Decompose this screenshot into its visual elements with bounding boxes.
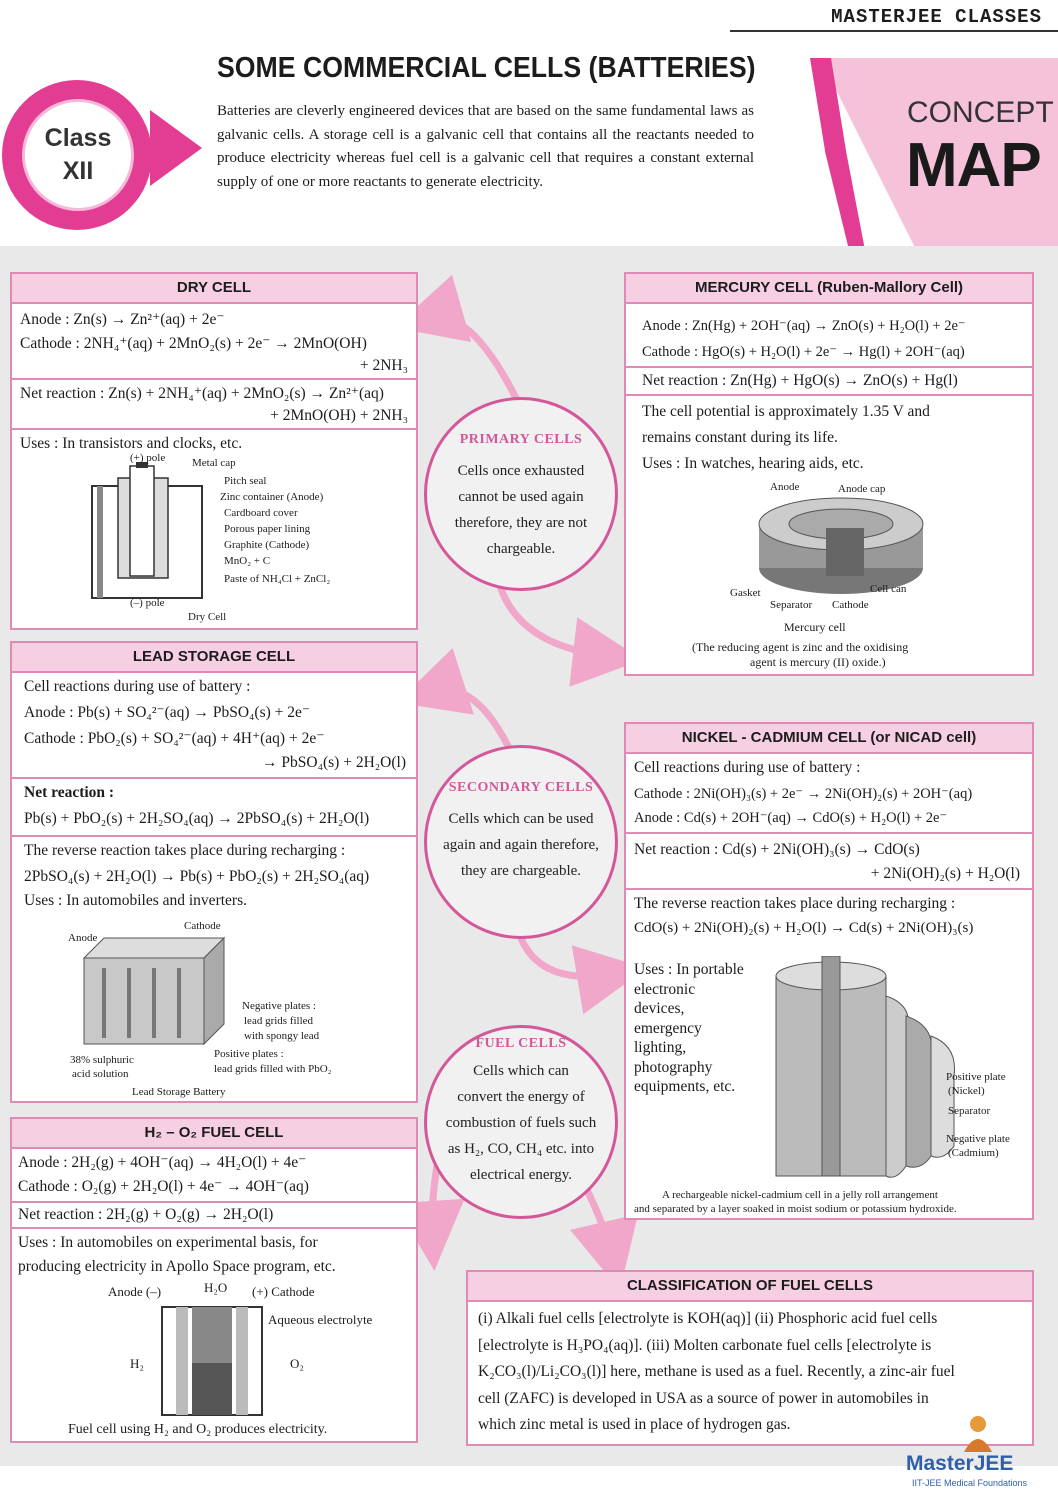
badge-pointer (150, 110, 202, 186)
dry-cell-label-paste: Paste of NH₄Cl + ZnCl₂ (224, 573, 331, 585)
fuel-cells-circle (424, 1025, 618, 1219)
nicad-label-nickel: (Nickel) (948, 1085, 985, 1097)
lead-cell-anode: Anode : Pb(s) + SO₄²⁻(aq) → PbSO₄(s) + 2e⁻ (24, 704, 311, 721)
fuel-cell-title: H₂ – O₂ FUEL CELL (12, 1119, 416, 1149)
primary-cells-text (437, 458, 605, 562)
dry-cell-cathode-cont: + 2NH₃ (359, 357, 408, 374)
mercury-cell-potential-cont: remains constant during its life. (642, 429, 838, 446)
classification-line-1: (i) Alkali fuel cells [electrolyte is KOH(aq)] (ii) Phosphoric acid fuel cells (478, 1310, 938, 1327)
mercury-cell-note-cont: agent is mercury (II) oxide.) (750, 655, 886, 669)
fuel-label-o2: O₂ (290, 1356, 304, 1371)
dry-cell-net-reaction: Net reaction : Zn(s) + 2NH₄⁺(aq) + 2MnO₂(s) → Zn²⁺(aq) (20, 385, 384, 402)
fuel-line-2: convert the energy of (457, 1089, 585, 1105)
nicad-cell-reverse-eq: CdO(s) + 2Ni(OH)₂(s) + H₂O(l) → Cd(s) + 2Ni(OH)₃(s) (634, 920, 974, 936)
mercury-label-cathode: Cathode (832, 599, 869, 611)
dry-cell-label-cardboard: Cardboard cover (224, 507, 298, 519)
masterjee-mascot-icon (958, 1412, 998, 1454)
dry-cell-caption: Dry Cell (188, 611, 227, 623)
footer-tagline: IIT-JEE Medical Foundations (912, 1478, 1028, 1488)
classification-line-2: [electrolyte is H₃PO₄(aq)]. (iii) Molten carbonate fuel cells [electrolyte is (478, 1336, 932, 1354)
footer-logo: MasterJEE (906, 1452, 1014, 1475)
fuel-cell-reactions (12, 1149, 416, 1203)
classification-line-4: cell (ZAFC) is developed in USA as a source of power in automobiles in (478, 1389, 929, 1407)
primary-cells-title: PRIMARY CELLS (459, 432, 583, 447)
primary-line-1: Cells once exhausted (457, 463, 585, 479)
fuel-cell-cathode: Cathode : O₂(g) + 2H₂O(l) + 4e⁻ → 4OH⁻(aq) (18, 1178, 309, 1195)
mercury-cell-anode: Anode : Zn(Hg) + 2OH⁻(aq) → ZnO(s) + H₂O(l) + 2e⁻ (642, 318, 966, 334)
dry-cell-reactions (12, 304, 416, 380)
nicad-uses-5: lighting, (634, 1039, 687, 1056)
page-title: SOME COMMERCIAL CELLS (BATTERIES) (217, 52, 756, 84)
primary-line-4: chargeable. (486, 541, 556, 557)
dry-cell-box (10, 272, 418, 630)
lead-label-anode: Anode (68, 932, 98, 944)
nicad-uses-7: equipments, etc. (634, 1078, 736, 1095)
nicad-cell-cathode: Cathode : 2Ni(OH)₃(s) + 2e⁻ → 2Ni(OH)₂(s) + 2OH⁻(aq) (634, 786, 973, 802)
lead-cell-box (10, 641, 418, 1103)
mercury-cell-box (624, 272, 1034, 676)
class-label (22, 99, 134, 211)
fuel-cell-net-reaction: Net reaction : 2H₂(g) + O₂(g) → 2H₂O(l) (18, 1206, 274, 1223)
dry-cell-label-pos-pole: (+) pole (130, 452, 166, 464)
mercury-cell-title: MERCURY CELL (Ruben-Mallory Cell) (626, 274, 1032, 304)
classification-line-3: K₂CO₃(l)/Li₂CO₃(l)] here, methane is used as a fuel. Recently, a zinc-air fuel (478, 1363, 955, 1380)
nicad-cell-net-cont: + 2Ni(OH)₂(s) + H₂O(l) (870, 865, 1020, 882)
header-rule (730, 30, 1058, 32)
nicad-cell-intro: Cell reactions during use of battery : (634, 759, 861, 776)
fuel-cell-box (10, 1117, 418, 1443)
mercury-cell-potential: The cell potential is approximately 1.35 V and (642, 403, 930, 420)
nicad-cell-net-reaction: Net reaction : Cd(s) + 2Ni(OH)₃(s) → CdO(s) (634, 841, 920, 858)
nicad-cell-anode: Anode : Cd(s) + 2OH⁻(aq) → CdO(s) + H₂O(l) + 2e⁻ (634, 810, 948, 826)
nicad-cell-uses (634, 960, 744, 1097)
fuel-cell-anode: Anode : 2H₂(g) + 4OH⁻(aq) → 4H₂O(l) + 4e⁻ (18, 1154, 307, 1171)
nicad-cell-caption-cont: and separated by a layer soaked in moist sodium or potassium hydroxide. (634, 1203, 957, 1215)
primary-cells-circle (424, 397, 618, 591)
dry-cell-anode: Anode : Zn(s) → Zn²⁺(aq) + 2e⁻ (20, 311, 225, 328)
map-word: MAP (906, 131, 1041, 200)
mercury-cell-note: (The reducing agent is zinc and the oxidising (692, 640, 909, 654)
secondary-line-3: they are chargeable. (460, 863, 582, 879)
nicad-cell-net (626, 834, 1032, 890)
fuel-cell-caption: Fuel cell using H₂ and O₂ produces electricity. (68, 1422, 328, 1437)
fuel-label-anode: Anode (–) (108, 1284, 162, 1299)
nicad-cell-reactions (626, 754, 1032, 834)
lead-cell-title: LEAD STORAGE CELL (12, 643, 416, 673)
fuel-cell-net (12, 1203, 416, 1229)
fuel-line-4: as H₂, CO, CH₄ etc. into (447, 1141, 595, 1157)
dry-cell-label-metal-cap: Metal cap (192, 457, 236, 469)
mercury-label-separator: Separator (770, 599, 813, 611)
fuel-cells-title: FUEL CELLS (475, 1036, 567, 1051)
dry-cell-label-pitch-seal: Pitch seal (224, 475, 267, 487)
lead-label-neg-3: with spongy lead (244, 1030, 320, 1042)
nicad-uses-4: emergency (634, 1019, 702, 1037)
fuel-label-h2: H₂ (130, 1356, 144, 1371)
brand-header: MASTERJEE CLASSES (831, 6, 1042, 28)
lead-label-cathode: Cathode (184, 920, 221, 932)
lead-cell-cathode-cont: → PbSO₄(s) + 2H₂O(l) (262, 754, 406, 771)
nicad-uses-6: photography (634, 1058, 713, 1076)
class-word: Class (44, 124, 112, 152)
concept-word: CONCEPT (907, 96, 1054, 129)
arrow-fuel-to-classification (585, 1186, 612, 1256)
arrow-primary-to-dry (428, 317, 518, 402)
lead-cell-reverse: The reverse reaction takes place during recharging : (24, 842, 346, 859)
dry-cell-label-paper: Porous paper lining (224, 523, 311, 535)
dry-cell-uses: Uses : In transistors and clocks, etc. (20, 435, 243, 452)
lead-cell-diagram (74, 928, 234, 1048)
classification-text (478, 1306, 955, 1439)
lead-label-neg-2: lead grids filled (244, 1015, 314, 1027)
lead-cell-reactions (12, 673, 416, 779)
nicad-uses-2: electronic (634, 980, 696, 998)
classification-line-5: which zinc metal is used in place of hydrogen gas. (478, 1416, 791, 1433)
secondary-line-2: again and again therefore, (443, 837, 599, 853)
fuel-cells-text (437, 1058, 605, 1188)
dry-cell-label-graphite: Graphite (Cathode) (224, 539, 310, 551)
mercury-label-anode: Anode (770, 481, 800, 493)
classification-title: CLASSIFICATION OF FUEL CELLS (468, 1272, 1032, 1302)
fuel-line-5: electrical energy. (469, 1167, 573, 1183)
primary-line-3: therefore, they are not (454, 515, 588, 531)
secondary-cells-text (437, 806, 605, 884)
nicad-label-cadmium: (Cadmium) (948, 1147, 999, 1159)
mercury-cell-reactions (626, 304, 1032, 368)
fuel-label-cathode: (+) Cathode (252, 1284, 315, 1299)
lead-cell-uses: Uses : In automobiles and inverters. (24, 892, 247, 909)
dry-cell-label-neg-pole: (–) pole (130, 597, 165, 609)
lead-cell-net-reaction: Pb(s) + PbO₂(s) + 2H₂SO₄(aq) → 2PbSO₄(s) + 2H₂O(l) (24, 810, 370, 827)
nicad-cell-caption: A rechargeable nickel-cadmium cell in a jelly roll arrangement (662, 1189, 938, 1201)
secondary-cells-title: SECONDARY CELLS (448, 780, 594, 795)
mercury-cell-uses: Uses : In watches, hearing aids, etc. (642, 455, 864, 472)
fuel-cell-uses: Uses : In automobiles on experimental basis, for (18, 1234, 318, 1251)
class-number: XII (62, 157, 94, 185)
lead-cell-cathode: Cathode : PbO₂(s) + SO₄²⁻(aq) + 4H⁺(aq) + 2e⁻ (24, 730, 325, 747)
mercury-cell-net-reaction: Net reaction : Zn(Hg) + HgO(s) → ZnO(s) + Hg(l) (642, 372, 958, 389)
dry-cell-cathode: Cathode : 2NH₄⁺(aq) + 2MnO₂(s) + 2e⁻ → 2MnO(OH) (20, 335, 367, 352)
fuel-label-water: H₂O (204, 1280, 228, 1295)
lead-label-pos-1: Positive plates : (214, 1048, 284, 1060)
nicad-cell-title: NICKEL - CADMIUM CELL (or NICAD cell) (626, 724, 1032, 754)
intro-paragraph: Batteries are cleverly engineered devices that are based on the same fundamental laws as galvanic cells. A storage cell is a galvanic cell that contains all the reactants needed to produce electricity whereas fuel cell is a galvanic cell that requires a constant external supply of one or more reactants to generate electricity. (217, 103, 754, 190)
mercury-label-gasket: Gasket (730, 587, 761, 599)
lead-cell-reverse-eq: 2PbSO₄(s) + 2H₂O(l) → Pb(s) + PbO₂(s) + 2H₂SO₄(aq) (24, 868, 370, 885)
arrow-secondary-to-nicad (520, 936, 612, 976)
mercury-cell-caption: Mercury cell (784, 620, 846, 634)
mercury-cell-net (626, 368, 1032, 396)
secondary-line-1: Cells which can be used (448, 811, 594, 827)
mercury-cell-diagram (746, 488, 936, 598)
dry-cell-net-cont: + 2MnO(OH) + 2NH₃ (270, 407, 408, 424)
fuel-label-electrolyte: Aqueous electrolyte (268, 1312, 373, 1327)
fuel-line-1: Cells which can (473, 1063, 569, 1079)
mercury-label-cell-can: Cell can (870, 583, 907, 595)
dry-cell-label-zinc: Zinc container (Anode) (220, 491, 324, 503)
dry-cell-label-mno2: MnO₂ + C (224, 555, 271, 567)
secondary-cells-circle (424, 745, 618, 939)
mercury-label-anode-cap: Anode cap (838, 483, 886, 495)
lead-label-pos-2: lead grids filled with PbO₂ (214, 1063, 332, 1075)
nicad-uses-3: devices, (634, 1000, 685, 1017)
primary-line-2: cannot be used again (458, 489, 584, 505)
nicad-label-negative: Negative plate (946, 1133, 1010, 1145)
lead-cell-caption: Lead Storage Battery (132, 1086, 226, 1098)
dry-cell-net (12, 380, 416, 430)
nicad-label-separator: Separator (948, 1105, 991, 1117)
dry-cell-diagram (82, 458, 212, 608)
nicad-cell-diagram (766, 956, 966, 1188)
classification-box (466, 1270, 1034, 1446)
lead-cell-intro: Cell reactions during use of battery : (24, 678, 251, 695)
mercury-cell-cathode: Cathode : HgO(s) + H₂O(l) + 2e⁻ → Hg(l) + 2OH⁻(aq) (642, 344, 965, 360)
fuel-cell-uses-cont: producing electricity in Apollo Space program, etc. (18, 1258, 336, 1275)
fuel-line-3: combustion of fuels such (445, 1115, 597, 1131)
lead-cell-net-label: Net reaction : (24, 784, 115, 801)
nicad-uses-1: Uses : In portable (634, 961, 744, 978)
arrow-primary-to-mercury (500, 586, 608, 656)
lead-label-acid-1: 38% sulphuric (70, 1054, 134, 1066)
lead-label-neg-1: Negative plates : (242, 1000, 316, 1012)
lead-cell-net (12, 779, 416, 837)
lead-label-acid-2: acid solution (72, 1068, 129, 1080)
nicad-label-positive: Positive plate (946, 1071, 1006, 1083)
fuel-cell-diagram (152, 1303, 272, 1419)
dry-cell-title: DRY CELL (12, 274, 416, 304)
nicad-cell-reverse: The reverse reaction takes place during recharging : (634, 895, 956, 912)
nicad-cell-box (624, 722, 1034, 1220)
